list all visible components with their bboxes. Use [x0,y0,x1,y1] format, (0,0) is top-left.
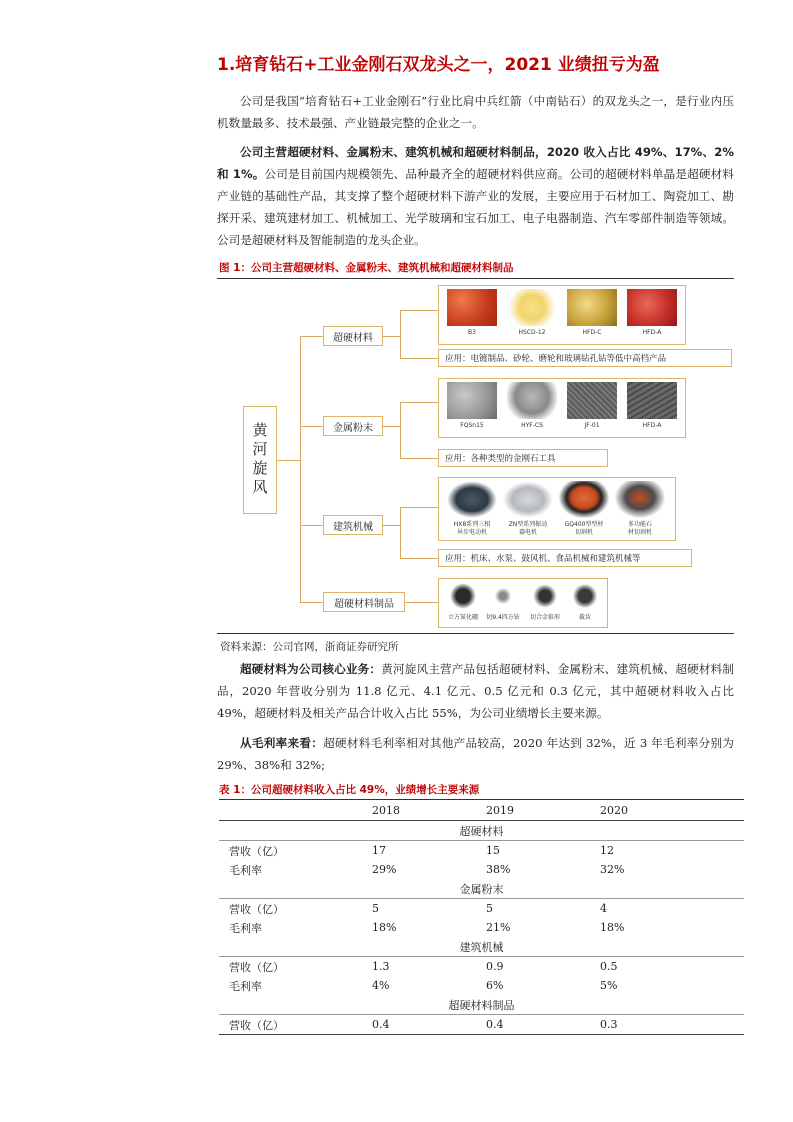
product-thumb: 截齿 [567,581,603,622]
core-business-paragraph: 超硬材料为公司核心业务：黄河旋风主营产品包括超硬材料、金属粉末、建筑机械、超硬材料制品，2020 年营收分别为 11.8 亿元、4.1 亿元、0.5 亿元和 0.3 亿元，其中超硬材料收入占比 49%，超硬材料及相关产品合计收入占比 55%，为公司业绩增长主要来源。 [217,662,734,720]
table-top-rule [219,799,744,800]
table-row [219,841,744,861]
table-row [219,1015,744,1035]
year-header: 2020 [600,801,744,821]
superhard-application: 应用：电镀制品、砂轮、磨轮和玻璃钻孔钻等低中高档产品 [438,349,732,367]
table-cell: 12 [600,844,614,857]
product-image [447,382,497,419]
table-row [219,899,744,919]
product-image [567,581,603,611]
root-company-box: 黄河旋风 [243,406,277,514]
group-row [219,937,744,957]
table-cell: 0.9 [486,960,504,973]
table-cell: 4 [600,902,607,915]
table-cell: 0.3 [600,1015,744,1035]
construction-machinery-panel [438,477,676,541]
group-name: 建筑机械 [219,937,744,957]
row-label: 毛利率 [229,979,262,993]
group-row [219,995,744,1015]
product-image [627,382,677,419]
figure-caption: 图 1：公司主营超硬材料、金属粉末、建筑机械和超硬材料制品 [219,262,514,274]
branch-label-construction-machinery: 建筑机械 [323,515,383,535]
metal-powder-panel [438,378,686,438]
figure-top-rule [217,278,734,279]
table-row [219,976,744,995]
table-cell: 15 [486,844,500,857]
revenue-margin-table [219,801,744,1035]
product-thumb: HX8系列三相 异步电动机 [447,481,497,537]
product-image [527,581,563,611]
product-thumb: 切合金锥形 [527,581,563,622]
table-row [219,860,744,879]
table-cell: 4% [372,979,390,992]
product-image [507,289,557,326]
table-cell: 0.4 [372,1015,486,1035]
group-name: 金属粉末 [219,879,744,899]
table-cell: 17 [372,844,386,857]
business-paragraph: 公司主营超硬材料、金属粉末、建筑机械和超硬材料制品，2020 收入占比 49%、17%、2%和 1%。公司是目前国内规模领先、品种最齐全的超硬材料供应商。公司的超硬材料单晶是超硬材料产业链的基础性产品，其支撑了整个超硬材料下游产业的发展，主要应用于石材加工、陶瓷加工、勘探开采、建筑建材加工、机械加工、光学玻璃和宝石加工、电子电器制造、汽车零部件制造等领域。公司是超硬材料及智能制造的龙头企业。 [217,145,734,247]
gross-margin-bold: 从毛利率来看： [240,736,324,750]
table-cell: 38% [486,863,511,876]
product-thumb: HYF-CS [507,382,557,430]
branch-label-metal-powder: 金属粉末 [323,416,383,436]
product-thumb: 多功能石 材切割机 [615,481,665,537]
product-image [559,481,609,518]
branch-label-superhard-products: 超硬材料制品 [323,592,405,612]
product-image [507,382,557,419]
table-cell: 5 [372,902,379,915]
product-image [445,581,481,611]
table-cell: 18% [600,921,625,934]
product-image [615,481,665,518]
product-image [567,382,617,419]
product-image [627,289,677,326]
table-cell: 21% [486,921,511,934]
superhard-products-panel [438,285,686,345]
group-name: 超硬材料制品 [219,995,744,1015]
business-summary-bold: 公司主营超硬材料、金属粉末、建筑机械和超硬材料制品，2020 收入占比 49%、17%、2%和 1%。 [217,145,734,181]
section-heading: 1.培育钻石+工业金刚石双龙头之一，2021 业绩扭亏为盈 [217,55,660,75]
table-cell: 29% [372,863,397,876]
metal-powder-application: 应用：各种类型的金刚石工具 [438,449,608,467]
construction-machinery-application: 应用：机床、水泵、鼓风机、食品机械和建筑机械等 [438,549,692,567]
row-label: 营收（亿） [229,960,284,974]
product-thumb: HFD-A [627,289,677,337]
table-cell: 5% [600,979,618,992]
group-name: 超硬材料 [219,821,744,841]
product-thumb: 立方氮化硼 [445,581,481,622]
table-caption: 表 1：公司超硬材料收入占比 49%，业绩增长主要来源 [219,784,480,796]
row-label: 毛利率 [229,863,262,877]
gross-margin-paragraph: 从毛利率来看：超硬材料毛利率相对其他产品较高，2020 年达到 32%，近 3 年毛利率分别为 29%、38%和 32%; [217,736,734,772]
table-header-row [219,801,744,821]
product-thumb: JF-01 [567,382,617,430]
product-thumb: FQSn15 [447,382,497,430]
branch-label-superhard: 超硬材料 [323,326,383,346]
product-image [503,481,553,518]
product-image [567,289,617,326]
group-row [219,821,744,841]
product-image [447,289,497,326]
product-thumb: ZN型系列振动 器电机 [503,481,553,537]
table-cell: 32% [600,863,625,876]
row-label: 毛利率 [229,921,262,935]
table-cell: 0.4 [486,1015,600,1035]
product-thumb: HSCD-12 [507,289,557,337]
product-image [447,481,497,518]
group-row [219,879,744,899]
year-header: 2018 [372,801,486,821]
table-row [219,957,744,977]
year-header: 2019 [486,801,600,821]
table-cell: 18% [372,921,397,934]
table-cell: 5 [486,902,493,915]
figure-source: 资料来源：公司官网，浙商证券研究所 [220,641,399,653]
product-thumb: GQ400型型材 切割机 [559,481,609,537]
intro-paragraph: 公司是我国“培育钻石+工业金刚石”行业比肩中兵红箭（中南钻石）的双龙头之一，是行业内压机数量最多、技术最强、产业链最完整的企业之一。 [217,94,734,130]
product-thumb: HFD-A [627,382,677,430]
figure-bottom-rule [217,633,734,634]
superhard-products-tools-panel [438,578,608,628]
product-thumb: HFD-C [567,289,617,337]
product-thumb: 切9.4四方钻 [485,581,521,622]
row-label: 营收（亿） [229,844,284,858]
table-cell: 1.3 [372,960,390,973]
table-row [219,918,744,937]
core-business-bold: 超硬材料为公司核心业务： [240,662,382,676]
product-image [485,581,521,611]
business-structure-figure [217,280,734,632]
row-label: 营收（亿） [229,902,284,916]
product-thumb: B3 [447,289,497,337]
table-cell: 0.5 [600,960,618,973]
row-label: 营收（亿） [219,1015,372,1035]
table-cell: 6% [486,979,504,992]
